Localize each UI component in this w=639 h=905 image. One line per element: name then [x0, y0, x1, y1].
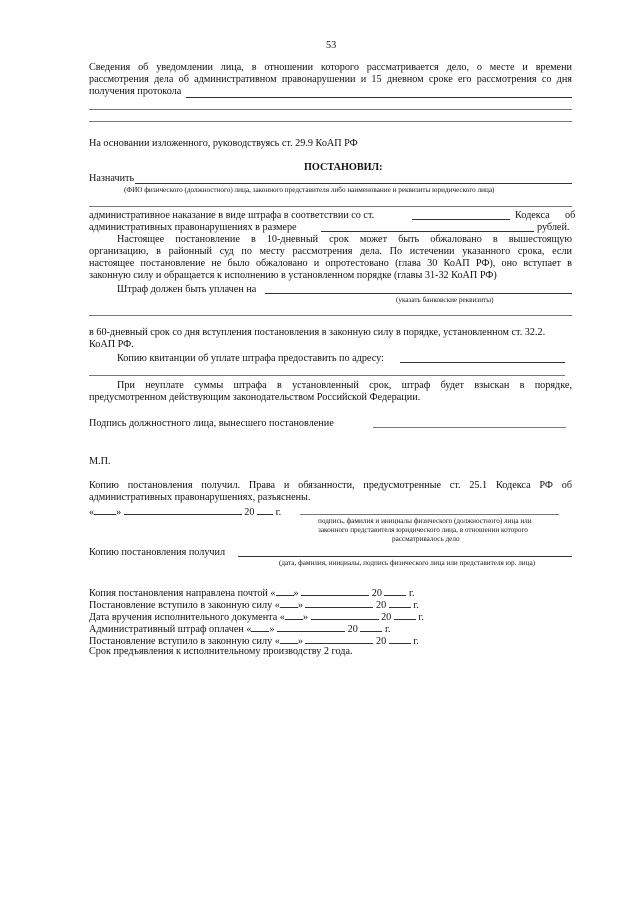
protocol-input-line[interactable]	[186, 97, 572, 98]
stamp-label: М.П.	[89, 456, 111, 467]
article-number-line[interactable]	[412, 219, 510, 220]
recipient-line[interactable]	[238, 556, 572, 557]
record-row[interactable]: Постановление вступило в законную силу « » 20 г.	[89, 600, 419, 611]
record-label: Постановление вступило в законную силу «	[89, 600, 280, 611]
final-note: Срок предъявления к исполнительному производству 2 года.	[89, 646, 353, 657]
person-name-line[interactable]	[135, 183, 572, 184]
signature-label: Подпись должностного лица, вынесшего постановление	[89, 418, 334, 429]
record-row[interactable]: Постановление вступило в законную силу « » 20 г.	[89, 636, 419, 647]
penalty-line-1a: административное наказание в виде штрафа в соответствии со ст.	[89, 210, 375, 221]
blank-line[interactable]	[89, 109, 572, 110]
record-label: Постановление вступило в законную силу «	[89, 636, 280, 647]
record-year: 20	[376, 636, 387, 647]
blank-line[interactable]	[89, 315, 572, 316]
copy-hint-3: рассматривалось дело	[392, 535, 460, 543]
year-blank[interactable]	[257, 505, 273, 515]
nonpayment-line-1: При неуплате суммы штрафа в установленный срок, штраф будет взыскан в порядке,	[117, 380, 572, 391]
payment-term-line-2: КоАП РФ.	[89, 339, 134, 350]
bank-details-hint: (указать банковские реквизиты)	[396, 296, 494, 304]
day-blank[interactable]	[276, 586, 294, 596]
record-row[interactable]: Административный штраф оплачен « » 20 г.	[89, 624, 391, 635]
year-blank[interactable]	[384, 586, 406, 596]
month-blank[interactable]	[305, 598, 373, 608]
month-blank[interactable]	[124, 505, 242, 515]
copy-received2-hint: (дата, фамилия, инициалы, подпись физического лица или представителя юр. лица)	[279, 559, 536, 567]
blank-line[interactable]	[89, 375, 565, 376]
assign-label: Назначить	[89, 173, 135, 184]
blank-line[interactable]	[89, 206, 572, 207]
day-blank[interactable]	[280, 634, 298, 644]
record-suffix: г.	[413, 600, 419, 611]
record-label: Копия постановления направлена почтой «	[89, 588, 276, 599]
payment-term-line-1: в 60-дневный срок со дня вступления постановления в законную силу в порядке, установленном ст. 32.2.	[89, 327, 546, 338]
year-prefix: 20	[244, 507, 255, 518]
year-blank[interactable]	[389, 598, 411, 608]
notice-line-2: рассмотрения дела об административном правонарушении и 15 дневном сроке его рассмотрения со дня	[89, 74, 572, 85]
copy-date-field[interactable]	[89, 505, 281, 519]
record-label: Административный штраф оплачен «	[89, 624, 252, 635]
record-suffix: г.	[413, 636, 419, 647]
copy-received2-label: Копию постановления получил	[89, 547, 226, 558]
record-row[interactable]: Копия постановления направлена почтой « » 20 г.	[89, 588, 415, 599]
day-blank[interactable]	[285, 610, 303, 620]
month-blank[interactable]	[301, 586, 369, 596]
day-blank[interactable]	[94, 505, 116, 515]
penalty-line-1b: Кодекса	[515, 210, 550, 221]
address-line[interactable]	[400, 362, 565, 363]
year-blank[interactable]	[394, 610, 416, 620]
penalty-line-2b: рублей.	[537, 222, 570, 233]
quote-open: «	[89, 507, 95, 518]
record-suffix: г.	[384, 624, 391, 635]
appeal-line-3: настоящее постановление не было обжаловано и опротестовано (глава 30 КоАП РФ), оно вступает в	[89, 258, 572, 269]
appeal-line-4: законную силу и обращается к исполнению в установленном порядке (главы 31-32 КоАП РФ)	[89, 270, 497, 281]
copy-hint-2: законного представителя юридического лица, в отношении которого	[318, 526, 528, 534]
appeal-line-2: организацию, в районный суд по месту рассмотрения дела. По истечении указанного срока, если	[89, 246, 572, 257]
penalty-line-1c: об	[565, 210, 576, 221]
nonpayment-line-2: предусмотренном действующим законодательством Российской Федерации.	[89, 392, 421, 403]
fine-amount-line[interactable]	[321, 231, 534, 232]
record-year: 20	[371, 588, 382, 599]
signature-line[interactable]	[373, 427, 566, 428]
record-label: Дата вручения исполнительного документа «	[89, 612, 285, 623]
decree-heading: ПОСТАНОВИЛ:	[304, 162, 383, 173]
copy-received-line-1: Копию постановления получил. Права и обязанности, предусмотренные ст. 25.1 Кодекса РФ об	[89, 480, 572, 491]
year-blank[interactable]	[360, 622, 382, 632]
quote-close: »	[116, 507, 122, 518]
basis-text: На основании изложенного, руководствуясь ст. 29.9 КоАП РФ	[89, 138, 358, 149]
bank-details-line[interactable]	[265, 293, 572, 294]
record-year: 20	[381, 612, 392, 623]
notice-line-3: получения протокола	[89, 86, 182, 97]
blank-line[interactable]	[89, 121, 572, 122]
person-name-hint: (ФИО физического (должностного) лица, законного представителя либо наименование и реквизиты юридического лица)	[124, 186, 495, 194]
appeal-line-1: Настоящее постановление в 10-дневный срок может быть обжаловано в вышестоящую	[117, 234, 572, 245]
payment-label: Штраф должен быть уплачен на	[117, 284, 257, 295]
month-blank[interactable]	[311, 610, 379, 620]
page-number: 53	[326, 40, 337, 51]
day-blank[interactable]	[280, 598, 298, 608]
notice-line-1: Сведения об уведомлении лица, в отношении которого рассматривается дело, о месте и времени	[89, 62, 572, 73]
record-year: 20	[347, 624, 358, 635]
month-blank[interactable]	[277, 622, 345, 632]
receipt-label: Копию квитанции об уплате штрафа предоставить по адресу:	[117, 353, 384, 364]
year-suffix: г.	[275, 507, 282, 518]
penalty-line-2a: административных правонарушениях в размере	[89, 222, 297, 233]
record-year: 20	[376, 600, 387, 611]
month-blank[interactable]	[305, 634, 373, 644]
signature-line[interactable]	[300, 514, 559, 515]
record-suffix: г.	[418, 612, 424, 623]
day-blank[interactable]	[251, 622, 269, 632]
copy-hint-1: подпись, фамилия и инициалы физического (должностного) лица или	[318, 517, 532, 525]
copy-received-line-2: административных правонарушениях, разъяснены.	[89, 492, 311, 503]
record-suffix: г.	[409, 588, 415, 599]
year-blank[interactable]	[389, 634, 411, 644]
record-row[interactable]: Дата вручения исполнительного документа « » 20 г.	[89, 612, 424, 623]
